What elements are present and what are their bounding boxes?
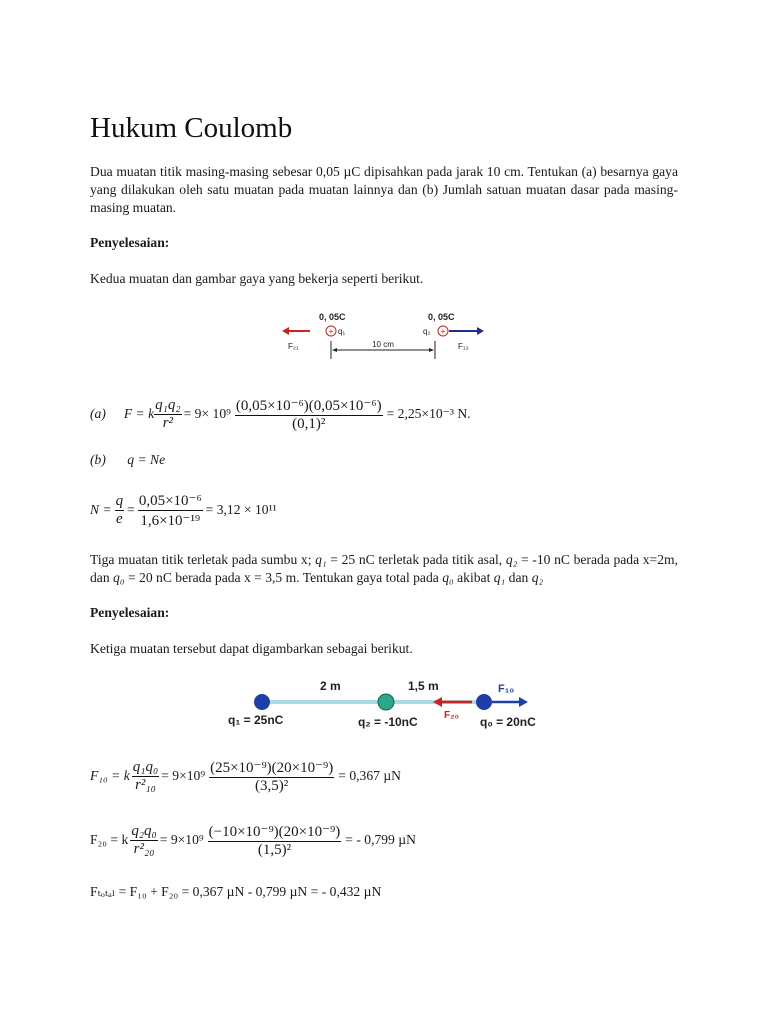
problem2-text-2: = 25 nC terletak pada titik asal, [326, 552, 506, 567]
f10-constant: = 9×10⁹ [161, 768, 206, 783]
part-b-denominator: e [116, 510, 123, 527]
part-b-equals: = [127, 502, 135, 517]
problem2-q1-2: q₁ [493, 570, 506, 585]
equation-part-b [90, 484, 277, 536]
distance-1-label: 2 m [320, 679, 341, 693]
part-a-label: (a) [90, 406, 106, 421]
f20-numerator: q₂q₀ [131, 822, 157, 839]
three-charge-diagram [222, 672, 552, 738]
distance-arrow-left [332, 348, 337, 352]
f21-label: F₂₁ [288, 342, 299, 351]
problem2-text-3: = -10 nC berada pada x=2m, dan [90, 552, 678, 585]
part-a-constant: = 9× 10⁹ [183, 406, 231, 421]
distance-arrow-right [429, 348, 434, 352]
part-a-lhs: F = k [123, 406, 155, 421]
problem2-q0-2: q₀ [442, 570, 454, 585]
total-force: Fₜₒₜₐₗ = F₁₀ + F₂₀ = 0,367 µN - 0,799 µN = - 0,432 µN [90, 884, 382, 899]
f10-arrowhead [519, 697, 528, 707]
problem2-text-1: Tiga muatan titik terletak pada sumbu x; [90, 552, 316, 567]
q2-charge-circle [378, 694, 394, 710]
problem2-solution-heading: Penyelesaian: [90, 605, 170, 620]
q2-value: 0, 05C [428, 312, 455, 322]
f10-denominator-2: (3,5)² [209, 777, 334, 795]
problem2-q2: q₂ [505, 552, 518, 567]
f10-label: F₁₀ [498, 683, 515, 695]
f20-constant: = 9×10⁹ [159, 832, 204, 847]
problem2-statement [90, 551, 678, 587]
problem2-q1: q₁ [315, 552, 327, 567]
q2-plus-icon: + [440, 327, 446, 336]
part-b-denominator-2: 1,6×10⁻¹⁹ [138, 510, 203, 530]
problem2-intro: Ketiga muatan tersebut dapat digambarkan sebagai berikut. [90, 641, 413, 656]
part-b-numerator-2: 0,05×10⁻⁶ [138, 492, 202, 509]
part-b-fraction-2 [138, 491, 203, 530]
f10-result: = 0,367 µN [338, 768, 401, 783]
q1-label: q₁ [338, 327, 346, 336]
problem2-text-4: = 20 nC berada pada x = 3,5 m. Tentukan gaya total pada [124, 570, 443, 585]
problem2-text-5: akibat [453, 570, 494, 585]
q1-value: 0, 05C [319, 312, 346, 322]
f20-arrowhead [433, 697, 442, 707]
q2-label: q₂ = -10nC [358, 715, 418, 729]
part-b-result: = 3,12 × 10¹¹ [205, 502, 277, 517]
q2-label: q₂ [423, 327, 431, 336]
f10-fraction-2 [209, 758, 334, 795]
part-a-fraction [154, 397, 181, 432]
q0-charge-circle [476, 694, 492, 710]
part-a-numerator-2: (0,05×10⁻⁶)(0,05×10⁻⁶) [235, 397, 382, 414]
f10-fraction [132, 759, 159, 794]
q1-charge-circle [254, 694, 270, 710]
part-a-result: = 2,25×10⁻³ N. [386, 406, 471, 421]
part-a-denominator-2: (0,1)² [235, 415, 383, 433]
f20-label: F₂₀ [444, 710, 460, 721]
problem1-intro: Kedua muatan dan gambar gaya yang bekerja seperti berikut. [90, 271, 424, 286]
f20-denominator-2: (1,5)² [208, 841, 342, 859]
f20-denominator: r²₂₀ [130, 840, 157, 858]
distance-2-label: 1,5 m [408, 679, 439, 693]
part-a-denominator: r² [154, 414, 181, 432]
part-b-fraction [115, 493, 125, 528]
f12-arrowhead [477, 327, 484, 335]
part-b-numerator: q [115, 492, 124, 509]
equation-part-a [90, 384, 471, 444]
part-b-label: (b) [90, 452, 106, 467]
f12-label: F₁₂ [458, 342, 469, 351]
f21-arrowhead [282, 327, 289, 335]
f10-lhs: F₁₀ = k [90, 768, 130, 783]
q1-label: q₁ = 25nC [228, 713, 284, 727]
problem2-text-6: dan [505, 570, 532, 585]
f20-fraction-2 [208, 822, 342, 859]
f20-lhs: F₂₀ = k [90, 832, 129, 847]
two-charge-diagram [280, 305, 500, 365]
problem1-statement: Dua muatan titik masing-masing sebesar 0,05 µC dipisahkan pada jarak 10 cm. Tentukan (a) besarnya gaya yang dilakukan oleh satu muatan pada muatan lainnya dan (b) Jumlah satuan muatan dasar pada masing-masing muatan. [90, 164, 678, 215]
f10-numerator-2: (25×10⁻⁹)(20×10⁻⁹) [210, 759, 334, 776]
f10-denominator: r²₁₀ [132, 776, 159, 794]
part-a-numerator: q₁q₂ [155, 396, 181, 413]
q1-plus-icon: + [328, 327, 334, 336]
problem2-q2-2: q₂ [531, 570, 544, 585]
f20-fraction [130, 823, 157, 858]
distance-label: 10 cm [372, 340, 394, 349]
problem1-solution-heading: Penyelesaian: [90, 235, 170, 250]
part-b-lhs: N = [90, 502, 112, 517]
f10-numerator: q₁q₀ [132, 758, 159, 775]
equation-f10 [90, 748, 401, 804]
problem2-q0: q₀ [113, 570, 125, 585]
part-a-fraction-2 [235, 396, 383, 433]
f20-numerator-2: (−10×10⁻⁹)(20×10⁻⁹) [208, 823, 341, 840]
part-b-formula: q = Ne [127, 452, 166, 467]
equation-part-b-formula [90, 452, 165, 468]
page-title: Hukum Coulomb [90, 112, 293, 144]
equation-f20 [90, 812, 416, 868]
f20-result: = - 0,799 µN [345, 832, 416, 847]
q0-label: q₀ = 20nC [480, 715, 536, 729]
